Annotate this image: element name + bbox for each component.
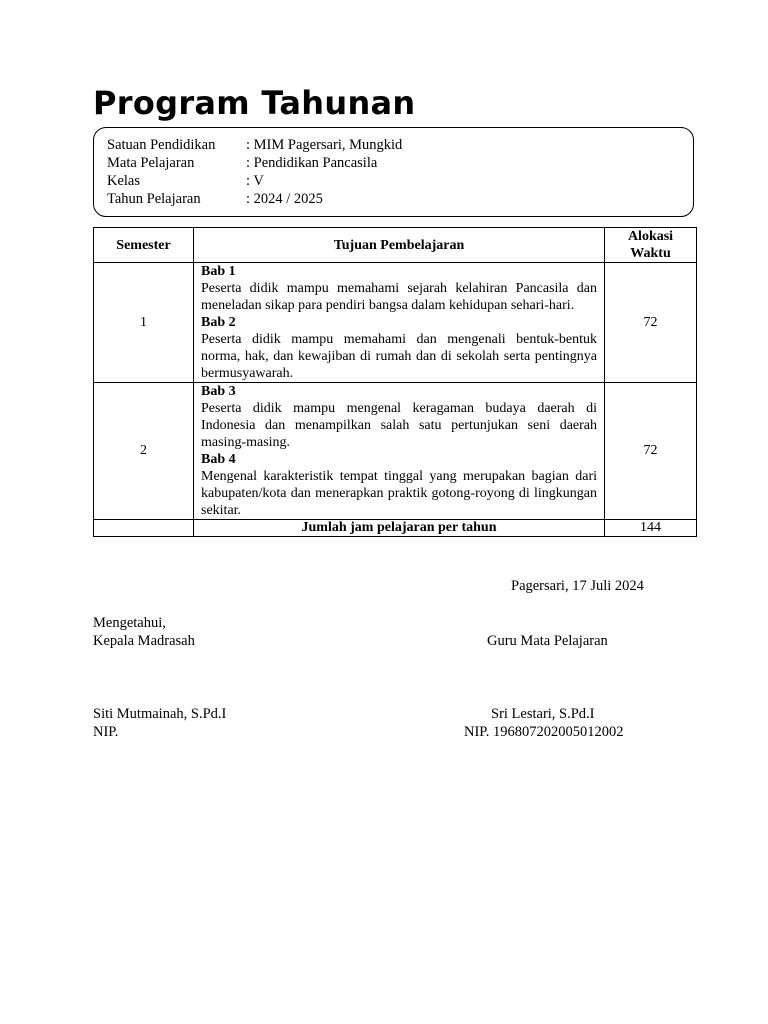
guru-nip: NIP. 196807202005012002 (464, 724, 624, 740)
info-row-tahun (107, 190, 323, 208)
kepala-madrasah-label: Kepala Madrasah (93, 633, 195, 649)
info-label: Tahun Pelajaran (107, 191, 201, 207)
table-row (94, 263, 697, 383)
info-value: : MIM Pagersari, Mungkid (246, 137, 403, 153)
bab-text: Peserta didik mampu memahami dan mengenali bentuk-bentuk norma, hak, dan kewajiban di rumah dan di sekolah serta pentingnya bermusyawarah. (201, 332, 597, 381)
header-alokasi-line2: Waktu (630, 246, 671, 261)
alokasi-cell: 72 (605, 263, 697, 383)
table-header-row (94, 228, 697, 263)
place-date: Pagersari, 17 Juli 2024 (511, 578, 644, 594)
bab-title: Bab 1 (201, 264, 236, 279)
total-row (94, 520, 697, 537)
semester-cell: 1 (94, 263, 194, 383)
table-row (94, 383, 697, 520)
info-row-satuan (107, 136, 402, 154)
alokasi-cell: 72 (605, 383, 697, 520)
info-box (93, 127, 694, 217)
info-value: : V (246, 173, 264, 189)
bab-title: Bab 2 (201, 315, 236, 330)
tujuan-cell (194, 383, 605, 520)
bab-text: Peserta didik mampu memahami sejarah kelahiran Pancasila dan meneladan sikap para pendiri bangsa dalam kehidupan sehari-hari. (201, 281, 597, 313)
program-table (93, 227, 697, 537)
kepala-name: Siti Mutmainah, S.Pd.I (93, 706, 227, 722)
total-empty-cell (94, 520, 194, 537)
info-row-mapel (107, 154, 377, 172)
total-value: 144 (605, 520, 697, 537)
bab-title: Bab 3 (201, 384, 236, 399)
total-label: Jumlah jam pelajaran per tahun (194, 520, 605, 537)
bab-text: Peserta didik mampu mengenal keragaman budaya daerah di Indonesia dan menampilkan salah satu pertunjukan seni daerah masing-masing. (201, 401, 597, 450)
header-alokasi (605, 228, 697, 263)
info-row-kelas (107, 172, 264, 190)
semester-cell: 2 (94, 383, 194, 520)
info-label: Mata Pelajaran (107, 155, 195, 171)
bab-title: Bab 4 (201, 452, 236, 467)
info-value: : 2024 / 2025 (246, 191, 323, 207)
kepala-nip: NIP. (93, 724, 119, 740)
header-tujuan: Tujuan Pembelajaran (194, 228, 605, 263)
bab-text: Mengenal karakteristik tempat tinggal yang merupakan bagian dari kabupaten/kota dan menerapkan praktik gotong-royong di lingkungan sekitar. (201, 469, 597, 518)
info-value: : Pendidikan Pancasila (246, 155, 378, 171)
page-title: Program Tahunan (93, 84, 416, 122)
tujuan-cell (194, 263, 605, 383)
guru-name: Sri Lestari, S.Pd.I (491, 706, 595, 722)
info-label: Kelas (107, 173, 141, 189)
mengetahui-label: Mengetahui, (93, 615, 166, 631)
info-label: Satuan Pendidikan (107, 137, 216, 153)
header-alokasi-line1: Alokasi (627, 229, 674, 244)
guru-label: Guru Mata Pelajaran (487, 633, 608, 649)
header-semester: Semester (94, 228, 194, 263)
